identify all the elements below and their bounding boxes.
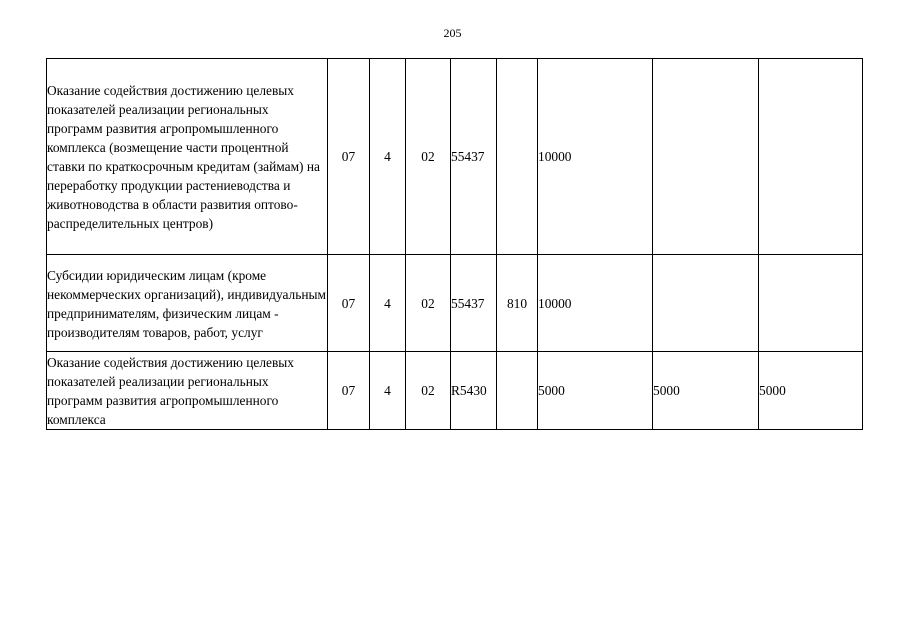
page-number: 205 xyxy=(443,26,462,40)
table-row xyxy=(47,255,863,352)
row-expense-type-code: 810 xyxy=(497,255,538,352)
table-row xyxy=(47,352,863,430)
row-name: Оказание содействия достижению целевых показателей реализации региональных программ развития агропромышленного комплекса (возмещение части процентной ставки по краткосрочным кредитам (займам) на переработку продукции растениеводства и животноводства в области развития оптово-распределительных центров) xyxy=(47,59,328,255)
row-name: Оказание содействия достижению целевых показателей реализации региональных программ развития агропромышленного комплекса xyxy=(47,352,328,430)
row-subsection-code: 4 xyxy=(370,352,406,430)
row-subsection-code: 4 xyxy=(370,255,406,352)
row-amount-1: 10000 xyxy=(538,59,653,255)
table-row xyxy=(47,59,863,255)
row-program-code: 02 xyxy=(406,255,451,352)
row-target-article-code: R5430 xyxy=(451,352,497,430)
row-expense-type-code xyxy=(497,59,538,255)
row-program-code: 02 xyxy=(406,352,451,430)
row-amount-2 xyxy=(653,255,759,352)
row-amount-3 xyxy=(759,255,863,352)
row-amount-1: 10000 xyxy=(538,255,653,352)
row-amount-2: 5000 xyxy=(653,352,759,430)
row-amount-1: 5000 xyxy=(538,352,653,430)
budget-table xyxy=(46,58,863,430)
row-target-article-code: 55437 xyxy=(451,59,497,255)
row-section-code: 07 xyxy=(328,352,370,430)
row-name: Субсидии юридическим лицам (кроме некоммерческих организаций), индивидуальным предпринимателям, физическим лицам - производителям товаров, работ, услуг xyxy=(47,255,328,352)
row-section-code: 07 xyxy=(328,59,370,255)
row-section-code: 07 xyxy=(328,255,370,352)
row-program-code: 02 xyxy=(406,59,451,255)
row-target-article-code: 55437 xyxy=(451,255,497,352)
row-amount-3 xyxy=(759,59,863,255)
row-subsection-code: 4 xyxy=(370,59,406,255)
row-expense-type-code xyxy=(497,352,538,430)
row-amount-3: 5000 xyxy=(759,352,863,430)
row-amount-2 xyxy=(653,59,759,255)
